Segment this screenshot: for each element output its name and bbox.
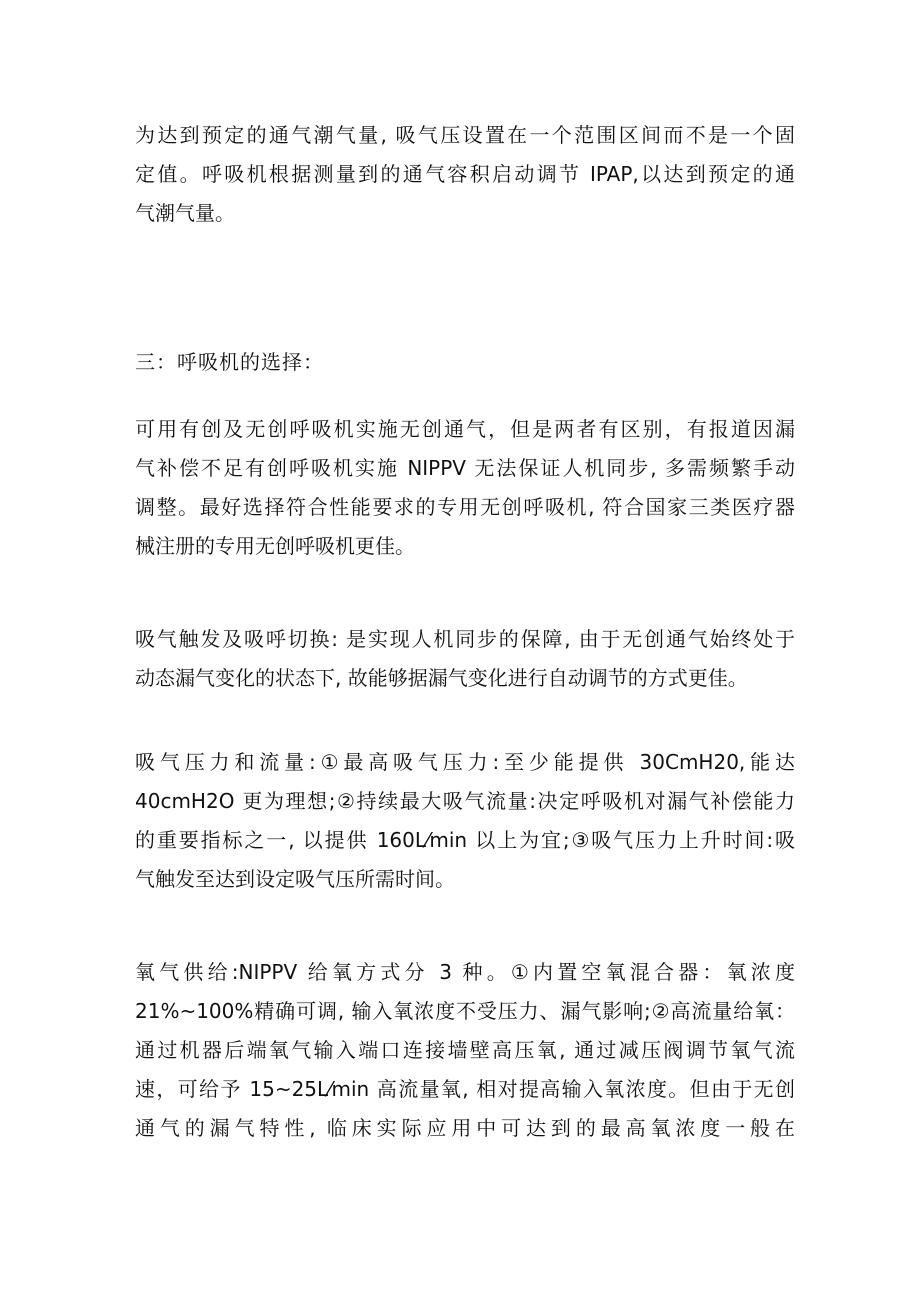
- text-line: 气触发至达到设定吸气压所需时间。: [135, 867, 455, 891]
- text-line: 械注册的专用无创呼吸机更佳。: [135, 534, 415, 558]
- section-heading: 三：呼吸机的选择：: [135, 350, 324, 374]
- text-line: 气潮气量。: [135, 201, 235, 225]
- text-line: 氧气供给:NIPPV 给氧方式分 3 种。①内置空氧混合器：氧浓度: [135, 960, 795, 984]
- text-line: 定值。呼吸机根据测量到的通气容积启动调节 IPAP,以达到预定的通: [135, 162, 795, 186]
- paragraph-oxygen-supply: [135, 953, 795, 1148]
- text-line: 速，可给予 15~25L⁄min 高流量氧, 相对提高输入氧浓度。但由于无创: [135, 1077, 795, 1101]
- paragraph-tidal-volume: [135, 116, 795, 233]
- text-line: 动态漏气变化的状态下, 故能够据漏气变化进行自动调节的方式更佳。: [135, 666, 748, 690]
- text-line: 40cmH2O 更为理想;②持续最大吸气流量:决定呼吸机对漏气补偿能力: [135, 789, 795, 813]
- text-line: 21%~100%精确可调, 输入氧浓度不受压力、漏气影响;②高流量给氧：: [135, 999, 795, 1023]
- text-line: 可用有创及无创呼吸机实施无创通气，但是两者有区别，有报道因漏: [135, 417, 795, 441]
- text-line: 吸气压力和流量:①最高吸气压力:至少能提供 30CmH20,能达: [135, 750, 795, 774]
- text-line: 通过机器后端氧气输入端口连接墙壁高压氧, 通过减压阀调节氧气流: [135, 1038, 795, 1062]
- text-line: 为达到预定的通气潮气量, 吸气压设置在一个范围区间而不是一个固: [135, 123, 795, 147]
- paragraph-ventilator-choice: [135, 410, 795, 566]
- text-line: 调整。最好选择符合性能要求的专用无创呼吸机, 符合国家三类医疗器: [135, 495, 795, 519]
- paragraph-pressure-flow: [135, 743, 795, 899]
- text-line: 通气的漏气特性, 临床实际应用中可达到的最高氧浓度一般在: [135, 1116, 795, 1140]
- text-line: 的重要指标之一, 以提供 160L⁄min 以上为宜;③吸气压力上升时间:吸: [135, 828, 795, 852]
- text-line: 气补偿不足有创呼吸机实施 NIPPV 无法保证人机同步, 多需频繁手动: [135, 456, 795, 480]
- paragraph-trigger: [135, 620, 795, 698]
- text-line: 吸气触发及吸呼切换: 是实现人机同步的保障, 由于无创通气始终处于: [135, 627, 795, 651]
